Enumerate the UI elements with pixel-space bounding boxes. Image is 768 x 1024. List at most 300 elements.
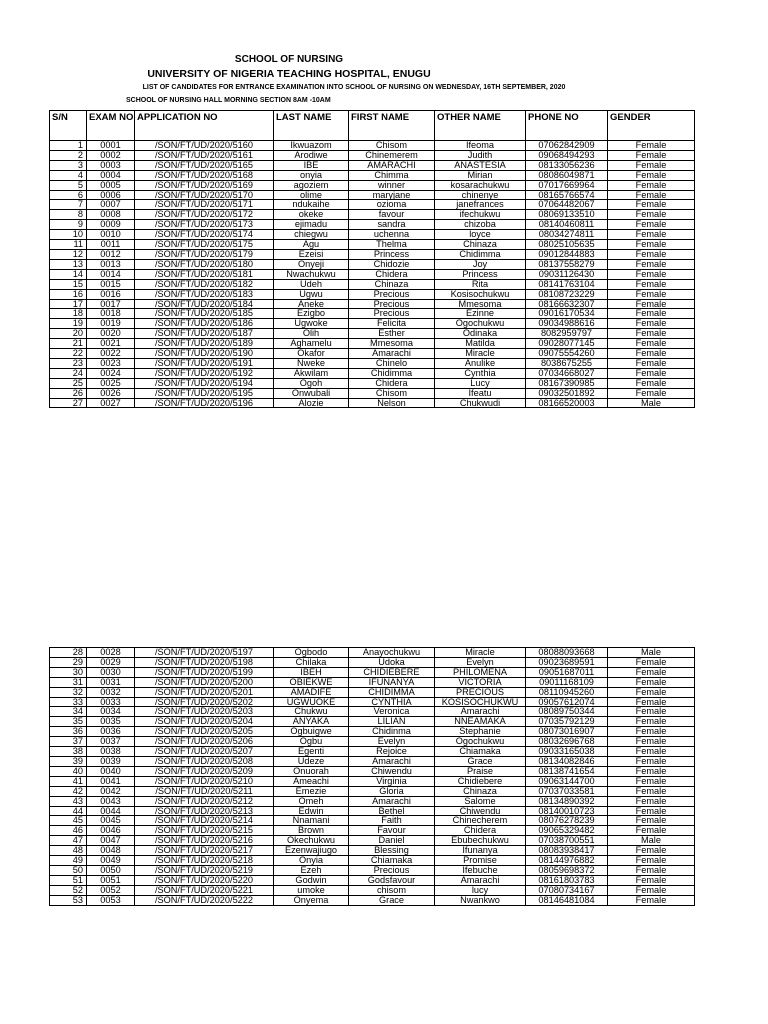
col-header-gender: GENDER xyxy=(608,111,695,141)
cell-gender: Female xyxy=(608,717,695,727)
cell-other-name: Amarachi xyxy=(435,875,526,885)
cell-other-name: Odinaka xyxy=(435,329,526,339)
table-row xyxy=(50,885,695,895)
cell-last-name: okeke xyxy=(274,210,349,220)
cell-sn: 19 xyxy=(50,319,87,329)
cell-last-name: Ogbodo xyxy=(274,648,349,658)
cell-phone-no: 09051687011 xyxy=(526,667,608,677)
cell-phone-no: 07034668027 xyxy=(526,368,608,378)
cell-gender: Female xyxy=(608,190,695,200)
cell-other-name: Ezinne xyxy=(435,309,526,319)
cell-gender: Female xyxy=(608,737,695,747)
table-row xyxy=(50,895,695,905)
cell-exam-no: 0053 xyxy=(87,895,135,905)
cell-application-no: /SON/FT/UD/2020/5218 xyxy=(135,856,274,866)
cell-first-name: Anayochukwu xyxy=(349,648,435,658)
cell-gender: Female xyxy=(608,865,695,875)
col-header-phone-no: PHONE NO xyxy=(526,111,608,141)
cell-exam-no: 0017 xyxy=(87,299,135,309)
table-row xyxy=(50,378,695,388)
cell-other-name: PRECIOUS xyxy=(435,687,526,697)
cell-exam-no: 0022 xyxy=(87,349,135,359)
cell-exam-no: 0051 xyxy=(87,875,135,885)
cell-gender: Female xyxy=(608,160,695,170)
cell-other-name: Mirian xyxy=(435,170,526,180)
cell-first-name: CHIDIEBERE xyxy=(349,667,435,677)
cell-exam-no: 0033 xyxy=(87,697,135,707)
cell-exam-no: 0037 xyxy=(87,737,135,747)
cell-first-name: Gloria xyxy=(349,786,435,796)
table-row xyxy=(50,766,695,776)
cell-sn: 50 xyxy=(50,865,87,875)
cell-other-name: loyce xyxy=(435,230,526,240)
table-row xyxy=(50,309,695,319)
cell-gender: Female xyxy=(608,200,695,210)
table-row xyxy=(50,230,695,240)
table-row xyxy=(50,190,695,200)
cell-phone-no: 08144976882 xyxy=(526,856,608,866)
cell-last-name: Aghamelu xyxy=(274,339,349,349)
cell-last-name: olime xyxy=(274,190,349,200)
cell-gender: Female xyxy=(608,368,695,378)
cell-last-name: umoke xyxy=(274,885,349,895)
cell-phone-no: 08076278239 xyxy=(526,816,608,826)
cell-phone-no: 09012844883 xyxy=(526,249,608,259)
cell-sn: 9 xyxy=(50,220,87,230)
cell-phone-no: 08134082846 xyxy=(526,756,608,766)
cell-exam-no: 0039 xyxy=(87,756,135,766)
cell-gender: Female xyxy=(608,875,695,885)
cell-other-name: chizoba xyxy=(435,220,526,230)
table-row xyxy=(50,180,695,190)
cell-application-no: /SON/FT/UD/2020/5174 xyxy=(135,230,274,240)
table-row xyxy=(50,150,695,160)
cell-last-name: Brown xyxy=(274,826,349,836)
cell-gender: Female xyxy=(608,150,695,160)
cell-sn: 51 xyxy=(50,875,87,885)
cell-sn: 37 xyxy=(50,737,87,747)
cell-phone-no: 07017669964 xyxy=(526,180,608,190)
table-header-row xyxy=(50,111,695,141)
cell-gender: Female xyxy=(608,289,695,299)
cell-phone-no: 09034988616 xyxy=(526,319,608,329)
cell-first-name: Chimma xyxy=(349,170,435,180)
cell-application-no: /SON/FT/UD/2020/5207 xyxy=(135,747,274,757)
cell-other-name: Judith xyxy=(435,150,526,160)
cell-gender: Female xyxy=(608,786,695,796)
cell-last-name: Ezeisi xyxy=(274,249,349,259)
table-row xyxy=(50,796,695,806)
cell-phone-no: 09075554260 xyxy=(526,349,608,359)
cell-application-no: /SON/FT/UD/2020/5204 xyxy=(135,717,274,727)
cell-application-no: /SON/FT/UD/2020/5169 xyxy=(135,180,274,190)
cell-phone-no: 08138741654 xyxy=(526,766,608,776)
cell-first-name: Chiwendu xyxy=(349,766,435,776)
cell-first-name: Amarachi xyxy=(349,349,435,359)
cell-application-no: /SON/FT/UD/2020/5215 xyxy=(135,826,274,836)
cell-sn: 25 xyxy=(50,378,87,388)
cell-application-no: /SON/FT/UD/2020/5210 xyxy=(135,776,274,786)
cell-other-name: Amarachi xyxy=(435,707,526,717)
cell-application-no: /SON/FT/UD/2020/5194 xyxy=(135,378,274,388)
table-row xyxy=(50,657,695,667)
cell-other-name: Rita xyxy=(435,279,526,289)
hospital-title: UNIVERSITY OF NIGERIA TEACHING HOSPITAL, ENUGU xyxy=(147,68,431,80)
table-row xyxy=(50,816,695,826)
cell-phone-no: 09057612074 xyxy=(526,697,608,707)
cell-gender: Female xyxy=(608,806,695,816)
cell-other-name: VICTORIA xyxy=(435,677,526,687)
cell-application-no: /SON/FT/UD/2020/5171 xyxy=(135,200,274,210)
cell-sn: 10 xyxy=(50,230,87,240)
cell-first-name: Precious xyxy=(349,289,435,299)
cell-exam-no: 0021 xyxy=(87,339,135,349)
cell-exam-no: 0012 xyxy=(87,249,135,259)
cell-sn: 28 xyxy=(50,648,87,658)
table-row xyxy=(50,756,695,766)
cell-other-name: Ifeoma xyxy=(435,141,526,151)
cell-last-name: Udeze xyxy=(274,756,349,766)
cell-last-name: Ameachi xyxy=(274,776,349,786)
cell-phone-no: 08069133510 xyxy=(526,210,608,220)
cell-last-name: Ikwuazom xyxy=(274,141,349,151)
cell-other-name: Miracle xyxy=(435,648,526,658)
cell-sn: 2 xyxy=(50,150,87,160)
cell-last-name: Ogbu xyxy=(274,737,349,747)
cell-sn: 53 xyxy=(50,895,87,905)
cell-other-name: NNEAMAKA xyxy=(435,717,526,727)
cell-application-no: /SON/FT/UD/2020/5187 xyxy=(135,329,274,339)
table-row xyxy=(50,737,695,747)
cell-sn: 47 xyxy=(50,836,87,846)
session-line: SCHOOL OF NURSING HALL MORNING SECTION 8AM -10AM xyxy=(126,97,331,104)
cell-first-name: Chinaza xyxy=(349,279,435,289)
cell-sn: 36 xyxy=(50,727,87,737)
cell-first-name: Mmesoma xyxy=(349,339,435,349)
cell-application-no: /SON/FT/UD/2020/5189 xyxy=(135,339,274,349)
cell-application-no: /SON/FT/UD/2020/5186 xyxy=(135,319,274,329)
cell-phone-no: 08166632307 xyxy=(526,299,608,309)
cell-last-name: Ugwoke xyxy=(274,319,349,329)
cell-application-no: /SON/FT/UD/2020/5206 xyxy=(135,737,274,747)
cell-application-no: /SON/FT/UD/2020/5222 xyxy=(135,895,274,905)
cell-other-name: lucy xyxy=(435,885,526,895)
cell-phone-no: 07038700551 xyxy=(526,836,608,846)
cell-sn: 39 xyxy=(50,756,87,766)
cell-phone-no: 09023689591 xyxy=(526,657,608,667)
cell-phone-no: 08165766574 xyxy=(526,190,608,200)
cell-sn: 8 xyxy=(50,210,87,220)
cell-sn: 49 xyxy=(50,856,87,866)
cell-first-name: Rejoice xyxy=(349,747,435,757)
cell-last-name: Godwin xyxy=(274,875,349,885)
cell-gender: Female xyxy=(608,895,695,905)
cell-phone-no: 08161803783 xyxy=(526,875,608,885)
cell-first-name: Chidera xyxy=(349,378,435,388)
cell-other-name: Evelyn xyxy=(435,657,526,667)
cell-first-name: Virginia xyxy=(349,776,435,786)
cell-gender: Female xyxy=(608,220,695,230)
cell-gender: Female xyxy=(608,707,695,717)
table-body-page-1 xyxy=(50,141,695,408)
cell-application-no: /SON/FT/UD/2020/5190 xyxy=(135,349,274,359)
table-row xyxy=(50,846,695,856)
cell-sn: 24 xyxy=(50,368,87,378)
table-row xyxy=(50,269,695,279)
cell-first-name: Udoka xyxy=(349,657,435,667)
cell-sn: 5 xyxy=(50,180,87,190)
cell-gender: Female xyxy=(608,329,695,339)
cell-phone-no: 09063144700 xyxy=(526,776,608,786)
cell-first-name: LILIAN xyxy=(349,717,435,727)
table-row xyxy=(50,358,695,368)
cell-application-no: /SON/FT/UD/2020/5172 xyxy=(135,210,274,220)
cell-other-name: Chidiebere xyxy=(435,776,526,786)
cell-last-name: Nweke xyxy=(274,358,349,368)
cell-first-name: Bethel xyxy=(349,806,435,816)
cell-last-name: Egenti xyxy=(274,747,349,757)
cell-gender: Female xyxy=(608,249,695,259)
cell-gender: Female xyxy=(608,826,695,836)
cell-first-name: Veronica xyxy=(349,707,435,717)
cell-first-name: Chidimma xyxy=(349,368,435,378)
cell-exam-no: 0001 xyxy=(87,141,135,151)
cell-exam-no: 0045 xyxy=(87,816,135,826)
table-row xyxy=(50,747,695,757)
cell-sn: 43 xyxy=(50,796,87,806)
candidates-table-page-2 xyxy=(49,647,695,906)
cell-exam-no: 0028 xyxy=(87,648,135,658)
table-row xyxy=(50,160,695,170)
cell-other-name: Ifeatu xyxy=(435,388,526,398)
cell-other-name: ANASTESIA xyxy=(435,160,526,170)
cell-exam-no: 0026 xyxy=(87,388,135,398)
cell-first-name: winner xyxy=(349,180,435,190)
cell-other-name: Ogochukwu xyxy=(435,319,526,329)
cell-other-name: Ebubechukwu xyxy=(435,836,526,846)
cell-phone-no: 08086049871 xyxy=(526,170,608,180)
cell-phone-no: 07035792129 xyxy=(526,717,608,727)
cell-phone-no: 08166520003 xyxy=(526,398,608,408)
table-row xyxy=(50,856,695,866)
cell-last-name: AMADIFE xyxy=(274,687,349,697)
col-header-exam-no: EXAM NO xyxy=(87,111,135,141)
cell-gender: Female xyxy=(608,687,695,697)
cell-exam-no: 0027 xyxy=(87,398,135,408)
cell-other-name: kosarachukwu xyxy=(435,180,526,190)
cell-exam-no: 0013 xyxy=(87,259,135,269)
cell-phone-no: 09016170534 xyxy=(526,309,608,319)
cell-sn: 23 xyxy=(50,358,87,368)
cell-phone-no: 07062842909 xyxy=(526,141,608,151)
cell-phone-no: 09032501892 xyxy=(526,388,608,398)
cell-exam-no: 0019 xyxy=(87,319,135,329)
cell-sn: 17 xyxy=(50,299,87,309)
cell-other-name: Princess xyxy=(435,269,526,279)
cell-phone-no: 08088093668 xyxy=(526,648,608,658)
cell-gender: Female xyxy=(608,677,695,687)
cell-exam-no: 0040 xyxy=(87,766,135,776)
cell-other-name: Ogochukwu xyxy=(435,737,526,747)
cell-last-name: Ogoh xyxy=(274,378,349,388)
cell-gender: Female xyxy=(608,388,695,398)
cell-sn: 33 xyxy=(50,697,87,707)
cell-application-no: /SON/FT/UD/2020/5170 xyxy=(135,190,274,200)
table-row xyxy=(50,249,695,259)
cell-other-name: Anulike xyxy=(435,358,526,368)
cell-gender: Female xyxy=(608,776,695,786)
cell-gender: Female xyxy=(608,279,695,289)
cell-exam-no: 0035 xyxy=(87,717,135,727)
cell-last-name: Nnamani xyxy=(274,816,349,826)
cell-last-name: Onwubali xyxy=(274,388,349,398)
cell-exam-no: 0024 xyxy=(87,368,135,378)
cell-exam-no: 0004 xyxy=(87,170,135,180)
table-row xyxy=(50,329,695,339)
cell-phone-no: 07064482067 xyxy=(526,200,608,210)
cell-application-no: /SON/FT/UD/2020/5184 xyxy=(135,299,274,309)
cell-exam-no: 0046 xyxy=(87,826,135,836)
cell-other-name: Chinaza xyxy=(435,786,526,796)
cell-gender: Female xyxy=(608,885,695,895)
cell-other-name: Chinecherem xyxy=(435,816,526,826)
cell-sn: 4 xyxy=(50,170,87,180)
cell-application-no: /SON/FT/UD/2020/5161 xyxy=(135,150,274,160)
cell-last-name: UGWUOKE xyxy=(274,697,349,707)
cell-other-name: Kosisochukwu xyxy=(435,289,526,299)
cell-gender: Female xyxy=(608,796,695,806)
cell-other-name: Cynthia xyxy=(435,368,526,378)
cell-exam-no: 0020 xyxy=(87,329,135,339)
cell-other-name: Lucy xyxy=(435,378,526,388)
cell-application-no: /SON/FT/UD/2020/5168 xyxy=(135,170,274,180)
table-row xyxy=(50,875,695,885)
cell-phone-no: 08134890392 xyxy=(526,796,608,806)
cell-exam-no: 0043 xyxy=(87,796,135,806)
cell-sn: 41 xyxy=(50,776,87,786)
cell-other-name: Praise xyxy=(435,766,526,776)
cell-last-name: Ogbuigwe xyxy=(274,727,349,737)
cell-first-name: Precious xyxy=(349,865,435,875)
cell-other-name: Joy xyxy=(435,259,526,269)
cell-application-no: /SON/FT/UD/2020/5182 xyxy=(135,279,274,289)
cell-other-name: Chiamaka xyxy=(435,747,526,757)
cell-application-no: /SON/FT/UD/2020/5175 xyxy=(135,240,274,250)
cell-other-name: Salome xyxy=(435,796,526,806)
cell-other-name: Nwankwo xyxy=(435,895,526,905)
cell-sn: 7 xyxy=(50,200,87,210)
cell-first-name: Favour xyxy=(349,826,435,836)
cell-sn: 38 xyxy=(50,747,87,757)
cell-application-no: /SON/FT/UD/2020/5201 xyxy=(135,687,274,697)
cell-first-name: Chidozie xyxy=(349,259,435,269)
cell-last-name: agoziem xyxy=(274,180,349,190)
cell-exam-no: 0025 xyxy=(87,378,135,388)
cell-first-name: Chidera xyxy=(349,269,435,279)
cell-application-no: /SON/FT/UD/2020/5221 xyxy=(135,885,274,895)
cell-phone-no: 08140460811 xyxy=(526,220,608,230)
cell-sn: 29 xyxy=(50,657,87,667)
table-row xyxy=(50,240,695,250)
cell-sn: 14 xyxy=(50,269,87,279)
cell-other-name: Matilda xyxy=(435,339,526,349)
cell-sn: 22 xyxy=(50,349,87,359)
cell-exam-no: 0010 xyxy=(87,230,135,240)
document-subtitle: LIST OF CANDIDATES FOR ENTRANCE EXAMINATION INTO SCHOOL OF NURSING ON WEDNESDAY, 16TH SEPTEMBER, 2020 xyxy=(142,84,566,91)
table-row xyxy=(50,398,695,408)
cell-last-name: chiegwu xyxy=(274,230,349,240)
cell-last-name: Emezie xyxy=(274,786,349,796)
cell-first-name: Chinemerem xyxy=(349,150,435,160)
cell-sn: 18 xyxy=(50,309,87,319)
cell-gender: Female xyxy=(608,667,695,677)
cell-phone-no: 09033165038 xyxy=(526,747,608,757)
cell-last-name: Omeh xyxy=(274,796,349,806)
cell-exam-no: 0052 xyxy=(87,885,135,895)
cell-first-name: Esther xyxy=(349,329,435,339)
table-row xyxy=(50,648,695,658)
cell-application-no: /SON/FT/UD/2020/5183 xyxy=(135,289,274,299)
table-row xyxy=(50,368,695,378)
cell-last-name: OBIEKWE xyxy=(274,677,349,687)
cell-first-name: Felicita xyxy=(349,319,435,329)
cell-last-name: Alozie xyxy=(274,398,349,408)
cell-gender: Female xyxy=(608,727,695,737)
cell-gender: Female xyxy=(608,378,695,388)
cell-phone-no: 08167390985 xyxy=(526,378,608,388)
table-row xyxy=(50,687,695,697)
cell-exam-no: 0041 xyxy=(87,776,135,786)
cell-first-name: Amarachi xyxy=(349,796,435,806)
cell-sn: 1 xyxy=(50,141,87,151)
cell-application-no: /SON/FT/UD/2020/5214 xyxy=(135,816,274,826)
cell-phone-no: 08025105635 xyxy=(526,240,608,250)
cell-application-no: /SON/FT/UD/2020/5216 xyxy=(135,836,274,846)
cell-phone-no: 08137558279 xyxy=(526,259,608,269)
table-row xyxy=(50,388,695,398)
table-row xyxy=(50,259,695,269)
cell-phone-no: 08089750344 xyxy=(526,707,608,717)
cell-gender: Female xyxy=(608,358,695,368)
cell-last-name: ejimadu xyxy=(274,220,349,230)
cell-first-name: uchenna xyxy=(349,230,435,240)
cell-exam-no: 0034 xyxy=(87,707,135,717)
cell-phone-no: 09028077145 xyxy=(526,339,608,349)
cell-phone-no: 09011168109 xyxy=(526,677,608,687)
cell-gender: Female xyxy=(608,846,695,856)
col-header-first-name: FIRST NAME xyxy=(349,111,435,141)
cell-gender: Female xyxy=(608,856,695,866)
cell-phone-no: 07080734167 xyxy=(526,885,608,895)
cell-exam-no: 0048 xyxy=(87,846,135,856)
cell-sn: 44 xyxy=(50,806,87,816)
cell-exam-no: 0050 xyxy=(87,865,135,875)
cell-application-no: /SON/FT/UD/2020/5196 xyxy=(135,398,274,408)
cell-gender: Female xyxy=(608,269,695,279)
cell-exam-no: 0011 xyxy=(87,240,135,250)
cell-other-name: Promise xyxy=(435,856,526,866)
table-row xyxy=(50,727,695,737)
cell-application-no: /SON/FT/UD/2020/5160 xyxy=(135,141,274,151)
cell-first-name: CYNTHIA xyxy=(349,697,435,707)
cell-first-name: sandra xyxy=(349,220,435,230)
cell-other-name: KOSISOCHUKWU xyxy=(435,697,526,707)
cell-other-name: Ifebuche xyxy=(435,865,526,875)
cell-gender: Male xyxy=(608,398,695,408)
cell-sn: 26 xyxy=(50,388,87,398)
cell-sn: 45 xyxy=(50,816,87,826)
cell-first-name: Chisom xyxy=(349,388,435,398)
